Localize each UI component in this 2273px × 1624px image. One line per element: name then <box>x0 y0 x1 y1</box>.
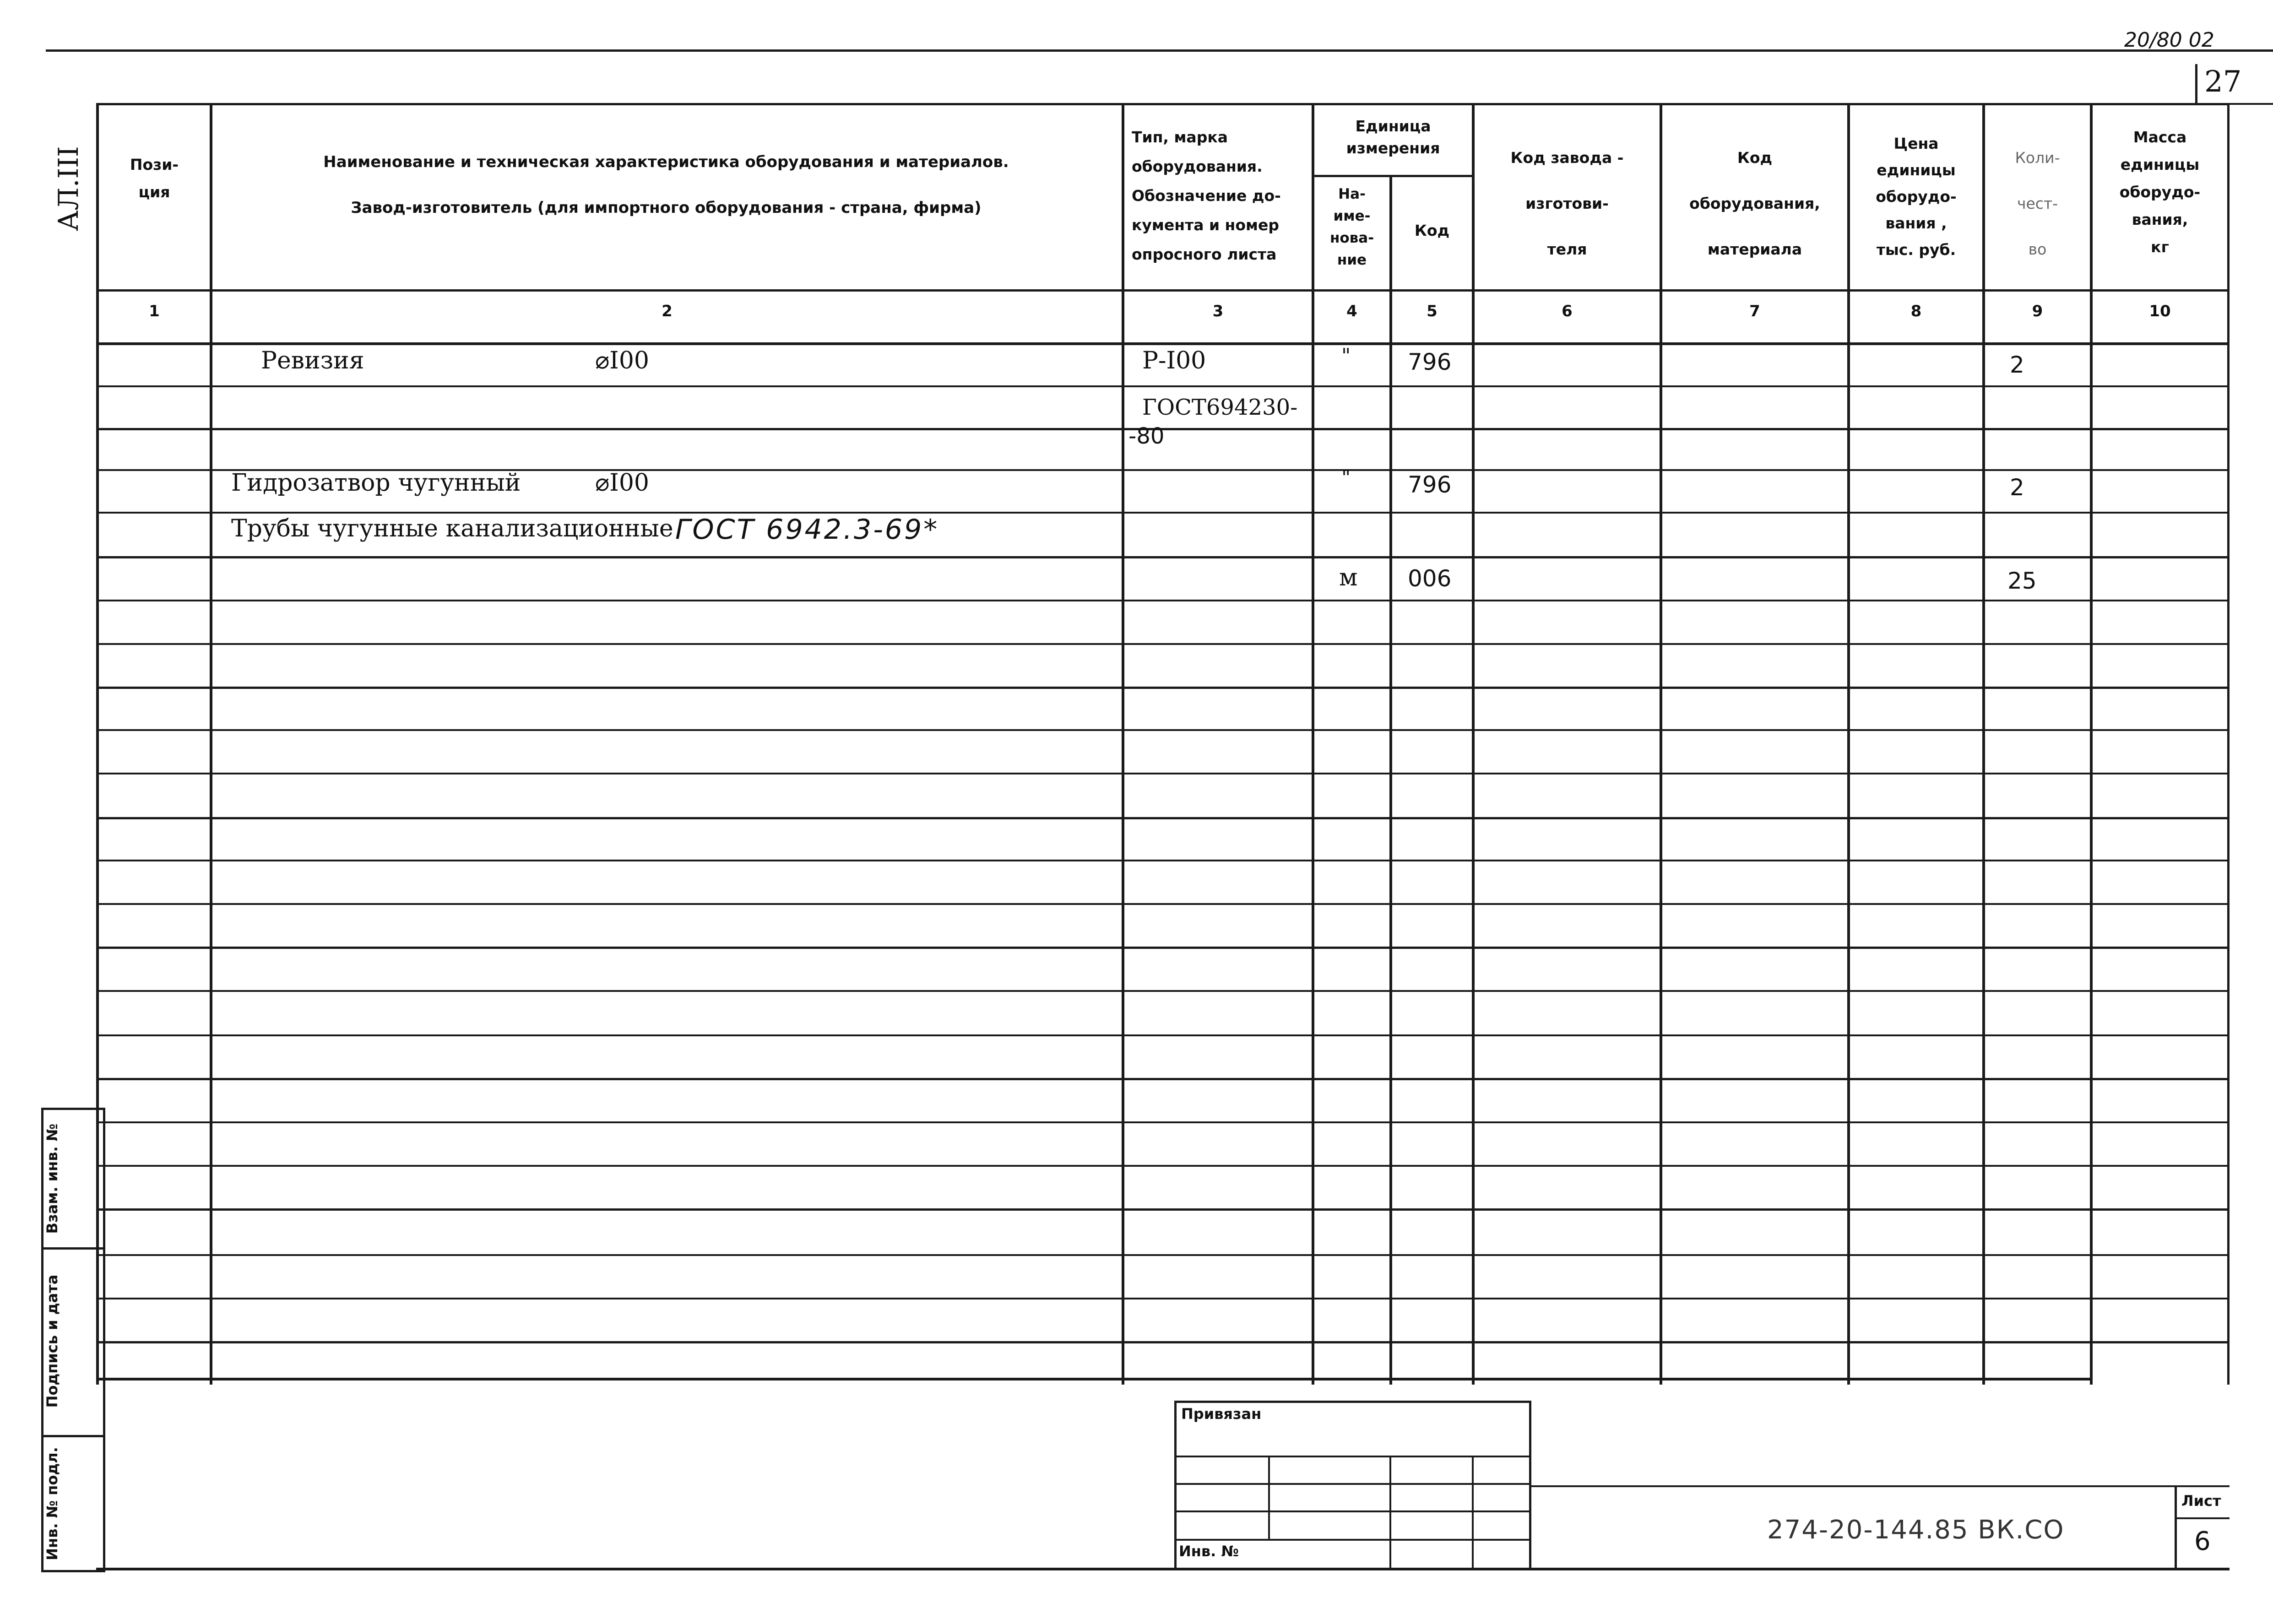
top-border-line <box>46 49 2273 52</box>
header-equipment-code: Код оборудования, материала <box>1689 149 1820 258</box>
sheet-label: Лист <box>2181 1492 2221 1510</box>
col-sep-3 <box>1312 103 1314 1385</box>
side-inv-orig: Инв. № подл. <box>43 1447 61 1560</box>
col-sep-8 <box>1982 103 1985 1385</box>
stamp-left <box>1174 1401 1177 1570</box>
stamp-h2 <box>1174 1483 1531 1485</box>
document-code: 274-20-144.85 ВК.СО <box>1767 1515 2065 1545</box>
row6-unit: м <box>1339 564 1358 591</box>
row-line <box>96 1078 2230 1080</box>
row-line <box>96 1341 2230 1343</box>
stamp-h1 <box>1174 1456 1531 1457</box>
row1-type: Р-I00 <box>1142 347 1206 374</box>
stamp-inv-label: Инв. № <box>1179 1543 1239 1560</box>
col-sep-2 <box>1122 103 1124 1385</box>
colnum-4: 4 <box>1346 302 1357 320</box>
stamp-linked-label: Привязан <box>1181 1405 1262 1423</box>
header-mass: Масса единицы оборудо- вания, кг <box>2119 128 2201 256</box>
stamp-v3 <box>1472 1456 1474 1570</box>
row-line <box>96 643 2230 645</box>
row4-size: ⌀I00 <box>595 469 650 497</box>
row-line <box>96 990 2230 992</box>
row1-qty: 2 <box>2010 352 2024 378</box>
row1-code: 796 <box>1408 349 1452 375</box>
header-factory-code: Код завода - изготови- теля <box>1510 149 1624 258</box>
page-number-box-left <box>2195 64 2197 105</box>
row5-standard: ГОСТ 6942.3-69* <box>675 514 939 546</box>
col-sep-9 <box>2090 103 2093 1385</box>
colnum-1: 1 <box>149 302 160 320</box>
row4-qty: 2 <box>2010 474 2024 501</box>
row4-code: 796 <box>1408 471 1452 498</box>
header-unit-code: Код <box>1414 222 1450 239</box>
colnum-5: 5 <box>1427 302 1438 320</box>
row2-type: ГОСТ694230- <box>1142 395 1298 420</box>
sidebox-div1 <box>41 1247 105 1250</box>
colnum-3: 3 <box>1212 302 1224 320</box>
page-bottom <box>96 1568 2230 1570</box>
colnum-10: 10 <box>2149 302 2171 320</box>
row-line <box>96 1121 2230 1123</box>
table-left <box>96 103 99 1385</box>
row-line <box>96 729 2230 731</box>
header-quantity: Коли- чест- во <box>2015 149 2060 258</box>
header-name-line1: Наименование и техническая характеристика оборудования и материалов. <box>323 153 1009 171</box>
side-stamp: АЛ.III <box>53 146 85 231</box>
row-line <box>96 947 2230 949</box>
colnum-2: 2 <box>662 302 673 320</box>
stamp-top <box>1174 1401 1531 1403</box>
row6-qty: 25 <box>2007 568 2037 594</box>
col-sep-7 <box>1847 103 1850 1385</box>
sheet-number: 6 <box>2194 1527 2211 1556</box>
row-line <box>96 860 2230 861</box>
side-sign-date: Подпись и дата <box>43 1274 61 1408</box>
row-line <box>96 1298 2230 1299</box>
colnum-9: 9 <box>2032 302 2043 320</box>
row-line <box>96 903 2230 905</box>
header-position: Пози- ция <box>130 156 179 201</box>
row1-unit: " <box>1341 344 1351 368</box>
colnum-8: 8 <box>1910 302 1922 320</box>
row-line <box>96 600 2230 601</box>
header-bottom <box>96 289 2230 292</box>
stamp-v2 <box>1389 1456 1391 1570</box>
row3-type: -80 <box>1128 423 1165 449</box>
sidebox-right <box>103 1108 105 1572</box>
title-top <box>1529 1485 2230 1487</box>
row-line <box>96 512 2230 514</box>
top-right-fragment: 20/80 02 <box>2124 28 2214 52</box>
header-price: Цена единицы оборудо- вания , тыс. руб. <box>1876 135 1957 259</box>
row-line <box>96 1254 2230 1256</box>
colnum-7: 7 <box>1749 302 1760 320</box>
row4-name: Гидрозатвор чугунный <box>231 469 521 497</box>
page-number: 27 <box>2204 65 2242 99</box>
row-line <box>96 1034 2230 1036</box>
row-line <box>96 556 2230 558</box>
row-line <box>96 385 2230 387</box>
header-unit-group: Единица измерения <box>1346 117 1440 157</box>
col-sep-6 <box>1660 103 1662 1385</box>
col-sep-1 <box>210 103 212 1385</box>
col-sep-4 <box>1389 176 1392 1385</box>
unit-group-divider <box>1312 175 1473 177</box>
numbers-bottom <box>96 342 2230 345</box>
stamp-v1 <box>1268 1456 1270 1540</box>
col-sep-5 <box>1472 103 1475 1385</box>
row-line <box>96 817 2230 819</box>
body-bottom <box>96 1378 2092 1380</box>
row-line <box>96 687 2230 689</box>
header-unit-name: На- име- нова- ние <box>1329 186 1374 268</box>
row1-size: ⌀I00 <box>595 347 650 374</box>
row-line <box>96 773 2230 774</box>
sheet-box-mid <box>2175 1517 2230 1519</box>
colnum-6: 6 <box>1562 302 1573 320</box>
side-inv-replace: Взам. инв. № <box>43 1123 61 1234</box>
stamp-h3 <box>1174 1510 1531 1512</box>
row6-code: 006 <box>1408 565 1452 592</box>
row1-name: Ревизия <box>261 347 364 374</box>
sheet-box-left <box>2175 1485 2177 1570</box>
row5-name: Трубы чугунные канализационные <box>231 515 673 542</box>
header-type: Тип, марка оборудования. Обозначение до- кумента и номер опросного листа <box>1132 128 1281 263</box>
table-top <box>96 103 2230 105</box>
header-name-line2: Завод-изготовитель (для импортного оборудования - страна, фирма) <box>351 199 982 217</box>
row-line <box>96 1208 2230 1211</box>
row4-unit: " <box>1341 466 1351 489</box>
table-right <box>2227 103 2230 1385</box>
row-line <box>96 1165 2230 1167</box>
stamp-h4 <box>1174 1539 1531 1541</box>
